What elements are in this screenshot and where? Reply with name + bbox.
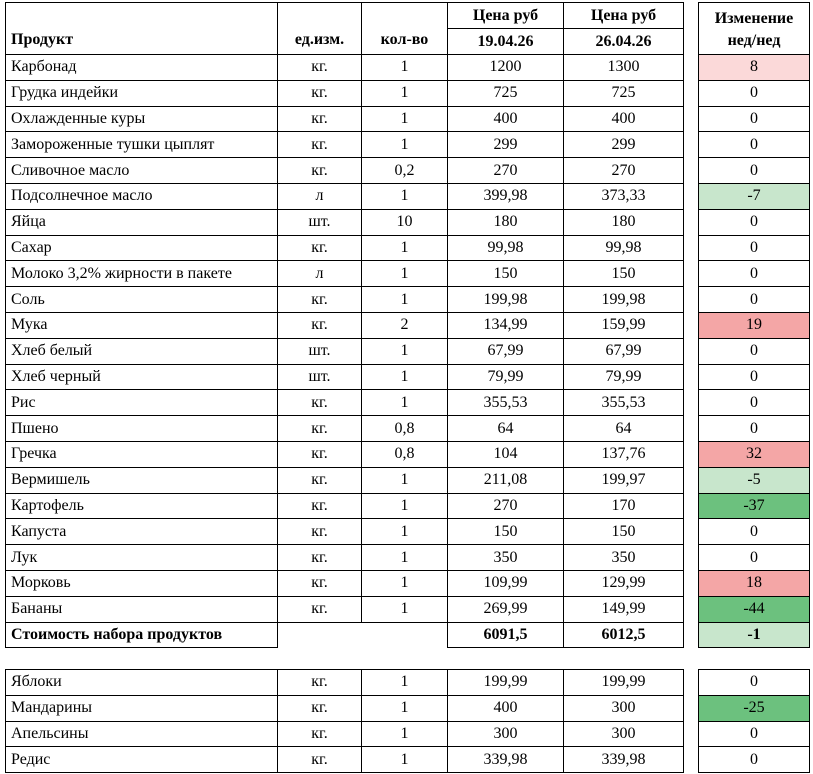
price1-cell: 134,99	[448, 312, 564, 338]
header-change-line1: Изменение	[714, 10, 794, 27]
price2-cell: 725	[564, 80, 684, 106]
price2-cell: 99,98	[564, 235, 684, 261]
total-change: -1	[699, 622, 810, 648]
product-cell: Молоко 3,2% жирности в пакете	[6, 261, 278, 287]
change-row	[699, 312, 810, 338]
price2-cell: 64	[564, 416, 684, 442]
unit-cell: кг.	[278, 132, 362, 158]
table-row	[6, 545, 684, 571]
change-cell: 0	[699, 287, 810, 313]
unit-cell: кг.	[278, 695, 362, 721]
price1-cell: 199,98	[448, 287, 564, 313]
table-row	[6, 261, 684, 287]
change-row	[699, 287, 810, 313]
table-row	[6, 519, 684, 545]
price1-cell: 339,98	[448, 747, 564, 773]
change-cell: 0	[699, 80, 810, 106]
product-cell: Сливочное масло	[6, 158, 278, 184]
change-row	[699, 467, 810, 493]
qty-cell: 1	[362, 287, 448, 313]
price1-cell: 269,99	[448, 596, 564, 622]
qty-cell: 1	[362, 55, 448, 81]
fruit-change-table	[698, 669, 810, 773]
total-price1: 6091,5	[448, 622, 564, 648]
table-row	[6, 416, 684, 442]
price1-cell: 79,99	[448, 364, 564, 390]
change-row	[699, 596, 810, 622]
qty-cell: 1	[362, 390, 448, 416]
change-row	[699, 338, 810, 364]
price1-cell: 355,53	[448, 390, 564, 416]
table-row	[6, 695, 684, 721]
unit-cell: кг.	[278, 545, 362, 571]
change-row	[699, 747, 810, 773]
price2-cell: 170	[564, 493, 684, 519]
price2-cell: 150	[564, 261, 684, 287]
qty-cell: 1	[362, 183, 448, 209]
change-row	[699, 493, 810, 519]
change-row	[699, 670, 810, 696]
unit-cell: кг.	[278, 235, 362, 261]
unit-cell: кг.	[278, 570, 362, 596]
table-row	[6, 390, 684, 416]
price1-cell: 270	[448, 493, 564, 519]
change-cell: -7	[699, 183, 810, 209]
product-cell: Капуста	[6, 519, 278, 545]
unit-cell: кг.	[278, 721, 362, 747]
total-spacer	[278, 622, 448, 648]
price2-cell: 199,97	[564, 467, 684, 493]
unit-cell: кг.	[278, 519, 362, 545]
qty-cell: 1	[362, 596, 448, 622]
price1-cell: 270	[448, 158, 564, 184]
change-cell: -5	[699, 467, 810, 493]
change-cell: -37	[699, 493, 810, 519]
unit-cell: шт.	[278, 209, 362, 235]
product-cell: Лук	[6, 545, 278, 571]
change-row	[699, 441, 810, 467]
unit-cell: кг.	[278, 287, 362, 313]
price2-cell: 180	[564, 209, 684, 235]
table-row	[6, 209, 684, 235]
change-cell: -25	[699, 695, 810, 721]
price2-cell: 373,33	[564, 183, 684, 209]
product-cell: Редис	[6, 747, 278, 773]
header-price1-label: Цена руб	[448, 3, 564, 29]
qty-cell: 0,8	[362, 441, 448, 467]
product-cell: Картофель	[6, 493, 278, 519]
price1-cell: 211,08	[448, 467, 564, 493]
table-row	[6, 467, 684, 493]
unit-cell: кг.	[278, 55, 362, 81]
table-row	[6, 183, 684, 209]
unit-cell: шт.	[278, 364, 362, 390]
price2-cell: 79,99	[564, 364, 684, 390]
price1-cell: 400	[448, 695, 564, 721]
price1-cell: 725	[448, 80, 564, 106]
header-qty: кол-во	[362, 3, 448, 55]
change-row	[699, 519, 810, 545]
price1-cell: 150	[448, 519, 564, 545]
price2-cell: 300	[564, 695, 684, 721]
header-product: Продукт	[6, 3, 278, 55]
price1-cell: 399,98	[448, 183, 564, 209]
product-cell: Замороженные тушки цыплят	[6, 132, 278, 158]
table-row	[6, 80, 684, 106]
product-cell: Грудка индейки	[6, 80, 278, 106]
table-row	[6, 287, 684, 313]
header-unit: ед.изм.	[278, 3, 362, 55]
change-row	[699, 183, 810, 209]
change-row	[699, 721, 810, 747]
unit-cell: кг.	[278, 416, 362, 442]
table-row	[6, 596, 684, 622]
product-cell: Сахар	[6, 235, 278, 261]
change-row	[699, 106, 810, 132]
unit-cell: кг.	[278, 158, 362, 184]
change-row	[699, 55, 810, 81]
change-cell: 0	[699, 235, 810, 261]
product-cell: Мандарины	[6, 695, 278, 721]
table-row	[6, 493, 684, 519]
price1-cell: 1200	[448, 55, 564, 81]
header-change	[699, 3, 810, 55]
change-cell: 32	[699, 441, 810, 467]
qty-cell: 1	[362, 364, 448, 390]
change-row	[699, 364, 810, 390]
qty-cell: 1	[362, 519, 448, 545]
table-row	[6, 364, 684, 390]
product-cell: Пшено	[6, 416, 278, 442]
product-cell: Морковь	[6, 570, 278, 596]
product-cell: Мука	[6, 312, 278, 338]
qty-cell: 10	[362, 209, 448, 235]
qty-cell: 1	[362, 545, 448, 571]
price2-cell: 67,99	[564, 338, 684, 364]
unit-cell: кг.	[278, 747, 362, 773]
price2-cell: 199,98	[564, 287, 684, 313]
table-row	[6, 338, 684, 364]
table-row	[6, 747, 684, 773]
table-row	[6, 670, 684, 696]
header-price2-date: 26.04.26	[564, 29, 684, 55]
change-cell: 19	[699, 312, 810, 338]
change-row	[699, 695, 810, 721]
header-price2-label: Цена руб	[564, 3, 684, 29]
total-price2: 6012,5	[564, 622, 684, 648]
fruit-table	[5, 669, 684, 773]
table-row	[6, 158, 684, 184]
qty-cell: 1	[362, 747, 448, 773]
product-cell: Гречка	[6, 441, 278, 467]
qty-cell: 1	[362, 80, 448, 106]
unit-cell: кг.	[278, 312, 362, 338]
table-row	[6, 235, 684, 261]
change-cell: 0	[699, 670, 810, 696]
price1-cell: 400	[448, 106, 564, 132]
unit-cell: кг.	[278, 670, 362, 696]
change-cell: 0	[699, 158, 810, 184]
product-cell: Подсолнечное масло	[6, 183, 278, 209]
change-cell: 8	[699, 55, 810, 81]
product-cell: Карбонад	[6, 55, 278, 81]
price2-cell: 355,53	[564, 390, 684, 416]
change-cell: 0	[699, 519, 810, 545]
table-row	[6, 441, 684, 467]
price-table	[5, 2, 684, 648]
unit-cell: кг.	[278, 390, 362, 416]
product-cell: Охлажденные куры	[6, 106, 278, 132]
price1-cell: 64	[448, 416, 564, 442]
change-cell: 0	[699, 209, 810, 235]
header-change-line2: нед/нед	[727, 32, 781, 49]
qty-cell: 1	[362, 493, 448, 519]
unit-cell: кг.	[278, 467, 362, 493]
price2-cell: 270	[564, 158, 684, 184]
price2-cell: 149,99	[564, 596, 684, 622]
qty-cell: 1	[362, 570, 448, 596]
change-row	[699, 570, 810, 596]
table-row	[6, 570, 684, 596]
change-row	[699, 132, 810, 158]
unit-cell: шт.	[278, 338, 362, 364]
price1-cell: 299	[448, 132, 564, 158]
change-cell: 0	[699, 106, 810, 132]
change-table	[698, 2, 810, 648]
price1-cell: 104	[448, 441, 564, 467]
unit-cell: л	[278, 261, 362, 287]
change-row	[699, 390, 810, 416]
change-row	[699, 235, 810, 261]
change-row	[699, 80, 810, 106]
qty-cell: 2	[362, 312, 448, 338]
unit-cell: л	[278, 183, 362, 209]
price2-cell: 199,99	[564, 670, 684, 696]
product-cell: Соль	[6, 287, 278, 313]
table-row	[6, 55, 684, 81]
change-row	[699, 416, 810, 442]
change-cell: 0	[699, 390, 810, 416]
price1-cell: 180	[448, 209, 564, 235]
product-cell: Бананы	[6, 596, 278, 622]
qty-cell: 1	[362, 261, 448, 287]
price1-cell: 99,98	[448, 235, 564, 261]
change-row	[699, 209, 810, 235]
price2-cell: 339,98	[564, 747, 684, 773]
change-cell: 0	[699, 747, 810, 773]
price2-cell: 299	[564, 132, 684, 158]
price1-cell: 67,99	[448, 338, 564, 364]
unit-cell: кг.	[278, 80, 362, 106]
change-cell: 0	[699, 338, 810, 364]
unit-cell: кг.	[278, 106, 362, 132]
qty-cell: 0,8	[362, 416, 448, 442]
price2-cell: 300	[564, 721, 684, 747]
price1-cell: 350	[448, 545, 564, 571]
price2-cell: 159,99	[564, 312, 684, 338]
change-cell: 0	[699, 132, 810, 158]
price2-cell: 150	[564, 519, 684, 545]
qty-cell: 1	[362, 670, 448, 696]
product-cell: Хлеб белый	[6, 338, 278, 364]
change-row	[699, 545, 810, 571]
qty-cell: 1	[362, 132, 448, 158]
unit-cell: кг.	[278, 596, 362, 622]
product-cell: Яйца	[6, 209, 278, 235]
total-row	[6, 622, 684, 648]
product-cell: Яблоки	[6, 670, 278, 696]
qty-cell: 1	[362, 721, 448, 747]
change-cell: 0	[699, 261, 810, 287]
price1-cell: 109,99	[448, 570, 564, 596]
price2-cell: 350	[564, 545, 684, 571]
table-row	[6, 721, 684, 747]
change-row	[699, 158, 810, 184]
qty-cell: 1	[362, 235, 448, 261]
change-cell: -44	[699, 596, 810, 622]
header-price1-date: 19.04.26	[448, 29, 564, 55]
qty-cell: 1	[362, 695, 448, 721]
table-row	[6, 132, 684, 158]
price2-cell: 400	[564, 106, 684, 132]
table-row	[6, 312, 684, 338]
unit-cell: кг.	[278, 493, 362, 519]
unit-cell: кг.	[278, 441, 362, 467]
table-row	[6, 106, 684, 132]
price2-cell: 137,76	[564, 441, 684, 467]
total-label: Стоимость набора продуктов	[6, 622, 278, 648]
qty-cell: 0,2	[362, 158, 448, 184]
product-cell: Апельсины	[6, 721, 278, 747]
qty-cell: 1	[362, 106, 448, 132]
change-row	[699, 261, 810, 287]
product-cell: Хлеб черный	[6, 364, 278, 390]
price2-cell: 1300	[564, 55, 684, 81]
change-cell: 18	[699, 570, 810, 596]
product-cell: Рис	[6, 390, 278, 416]
price2-cell: 129,99	[564, 570, 684, 596]
price1-cell: 199,99	[448, 670, 564, 696]
change-cell: 0	[699, 364, 810, 390]
product-cell: Вермишель	[6, 467, 278, 493]
qty-cell: 1	[362, 467, 448, 493]
change-cell: 0	[699, 416, 810, 442]
change-cell: 0	[699, 545, 810, 571]
change-cell: 0	[699, 721, 810, 747]
price1-cell: 300	[448, 721, 564, 747]
price1-cell: 150	[448, 261, 564, 287]
qty-cell: 1	[362, 338, 448, 364]
